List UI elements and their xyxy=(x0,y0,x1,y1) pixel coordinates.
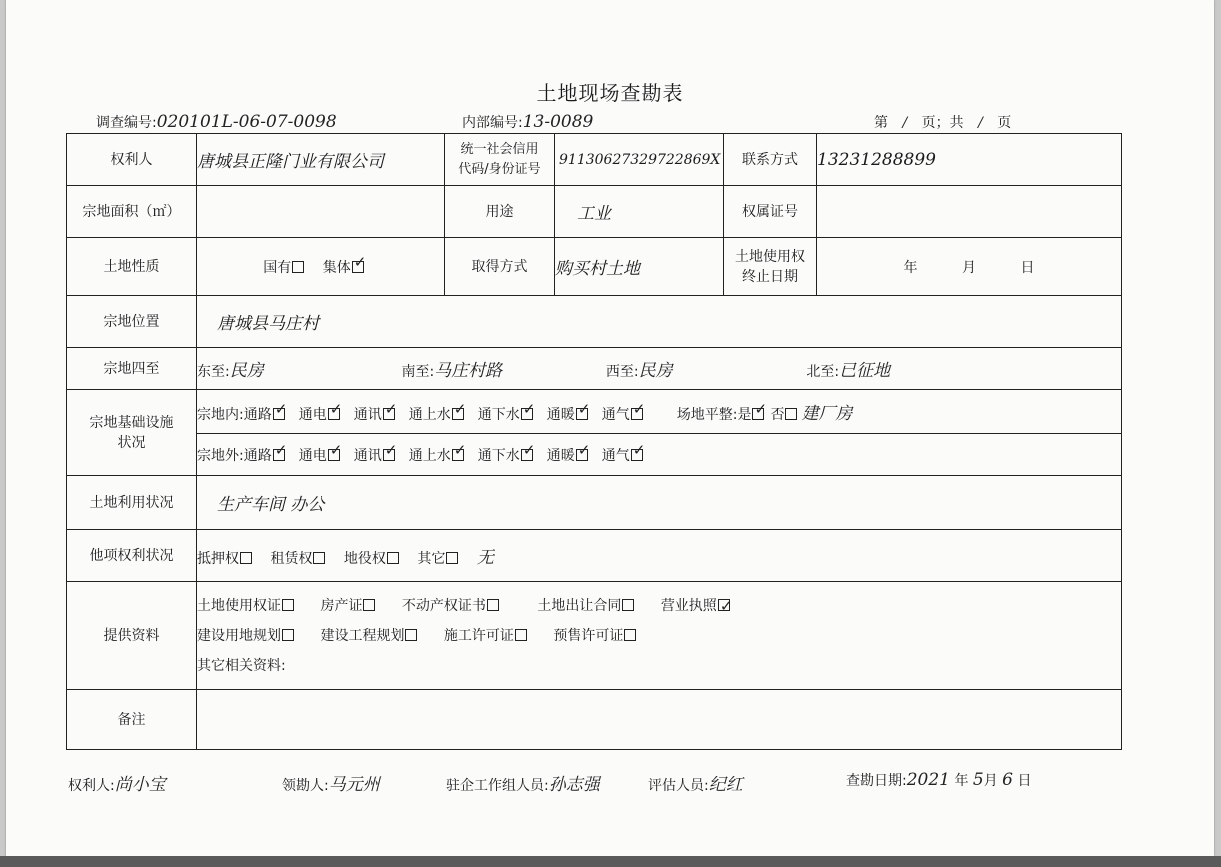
south-boundary: 南至:马庄村路 xyxy=(401,361,503,381)
survey-form-table xyxy=(66,133,1122,750)
row-infra-inside xyxy=(67,390,1122,434)
viewer-bottom-bar xyxy=(0,856,1221,867)
row-other-rights xyxy=(67,530,1122,582)
other-rights-options: 抵押权 租赁权 地役权 其它 无 xyxy=(197,530,1122,582)
end-date-label: 土地使用权 终止日期 xyxy=(724,238,817,296)
other-rights-label: 他项权利状况 xyxy=(67,530,197,582)
checkbox-checked-icon xyxy=(752,408,764,420)
acquire-value: 购买村土地 xyxy=(555,238,724,296)
checkbox-checked-icon xyxy=(631,449,643,461)
checkbox-icon xyxy=(240,552,252,564)
checkbox-icon xyxy=(785,408,797,420)
nature-option-collective: 集体✓ xyxy=(323,257,364,277)
checkbox-checked-icon xyxy=(328,449,340,461)
credit-code-label: 统一社会信用 代码/身份证号 xyxy=(445,134,555,186)
survey-sheet xyxy=(6,0,1214,856)
row-infra-outside xyxy=(67,434,1122,476)
boundaries-label: 宗地四至 xyxy=(67,348,197,390)
location-label: 宗地位置 xyxy=(67,296,197,348)
checkbox-icon xyxy=(622,599,634,611)
west-boundary: 西至:民房 xyxy=(605,361,673,381)
usage-value: 工业 xyxy=(555,186,724,238)
other-rights-note: 无 xyxy=(476,548,494,568)
checkbox-checked-icon xyxy=(576,408,588,420)
nature-option-state: 国有 xyxy=(263,257,304,277)
checkbox-checked-icon xyxy=(521,449,533,461)
land-use-label: 土地利用状况 xyxy=(67,476,197,530)
signature-owner-value: 尚小宝 xyxy=(114,775,166,795)
signature-guide: 领勘人:马元州 xyxy=(282,775,380,795)
row-land-use xyxy=(67,476,1122,530)
checkbox-icon xyxy=(363,599,375,611)
checkbox-checked-icon xyxy=(273,408,285,420)
checkbox-icon xyxy=(515,629,527,641)
checkbox-icon xyxy=(405,629,417,641)
row-boundaries xyxy=(67,348,1122,390)
checkbox-icon xyxy=(387,552,399,564)
area-label: 宗地面积（㎡） xyxy=(67,186,197,238)
signature-team-value: 孙志强 xyxy=(548,775,600,795)
location-value: 唐城县马庄村 xyxy=(197,296,1122,348)
checkbox-icon xyxy=(624,629,636,641)
survey-number: 调查编号:020101L-06-07-0098 xyxy=(96,112,337,132)
checkbox-checked-icon xyxy=(576,449,588,461)
row-location xyxy=(67,296,1122,348)
credit-code-value: 91130627329722869X xyxy=(555,134,724,186)
north-boundary: 北至:已征地 xyxy=(806,361,891,381)
checkbox-checked-icon xyxy=(383,449,395,461)
checkbox-icon xyxy=(282,629,294,641)
checkbox-icon xyxy=(446,552,458,564)
checkbox-checked-icon xyxy=(273,449,285,461)
infrastructure-inside: 宗地内:通路✓ 通电✓ 通讯✓ 通上水✓ 通下水✓ 通暖✓ 通气✓ 场地平整:是✓ 否 建厂房 xyxy=(197,390,1122,434)
documents-label: 提供资料 xyxy=(67,582,197,690)
land-use-value: 生产车间 办公 xyxy=(197,476,1122,530)
owner-value: 唐城县正隆门业有限公司 xyxy=(197,134,445,186)
checkbox-checked-icon xyxy=(328,408,340,420)
remarks-value xyxy=(197,690,1122,750)
nature-options xyxy=(197,238,445,296)
checkbox-checked-icon xyxy=(452,449,464,461)
checkbox-icon xyxy=(313,552,325,564)
signature-owner: 权利人:尚小宝 xyxy=(68,775,166,795)
internal-number-value: 13-0089 xyxy=(522,112,594,132)
row-documents xyxy=(67,582,1122,690)
checkbox-checked-icon xyxy=(521,408,533,420)
contact-value: 13231288899 xyxy=(817,134,1122,186)
internal-number: 内部编号:13-0089 xyxy=(462,112,594,132)
checkbox-checked-icon xyxy=(718,599,730,611)
boundaries-values xyxy=(197,348,1122,390)
east-boundary: 东至:民房 xyxy=(197,361,264,381)
infrastructure-outside: 宗地外:通路✓ 通电✓ 通讯✓ 通上水✓ 通下水✓ 通暖✓ 通气✓ xyxy=(197,434,1122,476)
contact-label: 联系方式 xyxy=(724,134,817,186)
checkbox-icon xyxy=(487,599,499,611)
checkbox-checked-icon xyxy=(383,408,395,420)
page-counter: 第 / 页；共 / 页 xyxy=(874,115,1012,131)
checkbox-icon xyxy=(282,599,294,611)
title-cert-value xyxy=(817,186,1122,238)
row-area xyxy=(67,186,1122,238)
checkbox-checked-icon xyxy=(452,408,464,420)
page-title: 土地现场查勘表 xyxy=(536,81,684,105)
documents-options: 土地使用权证 房产证 不动产权证书 土地出让合同 营业执照✓ 建设用地规划 建设工程规划 施工许可证 预售许可证 其它相关资料: xyxy=(197,582,1122,690)
title-cert-label: 权属证号 xyxy=(724,186,817,238)
signature-team: 驻企工作组人员:孙志强 xyxy=(446,775,600,795)
nature-label: 土地性质 xyxy=(67,238,197,296)
row-owner xyxy=(67,134,1122,186)
survey-date: 查勘日期:2021 年 5月 6 日 xyxy=(846,770,1032,790)
row-remarks xyxy=(67,690,1122,750)
end-date-value: 年 月 日 xyxy=(817,238,1122,296)
checkbox-icon xyxy=(292,261,304,273)
signature-guide-value: 马元州 xyxy=(328,775,380,795)
signature-assessor: 评估人员:纪红 xyxy=(648,775,743,795)
infrastructure-label: 宗地基础设施 状况 xyxy=(67,390,197,476)
checkbox-checked-icon xyxy=(631,408,643,420)
checkbox-checked-icon xyxy=(352,261,364,273)
area-value xyxy=(197,186,445,238)
remarks-label: 备注 xyxy=(67,690,197,750)
usage-label: 用途 xyxy=(445,186,555,238)
acquire-label: 取得方式 xyxy=(445,238,555,296)
row-nature xyxy=(67,238,1122,296)
signature-assessor-value: 纪红 xyxy=(708,775,743,795)
owner-label: 权利人 xyxy=(67,134,197,186)
survey-number-value: 020101L-06-07-0098 xyxy=(156,112,337,132)
